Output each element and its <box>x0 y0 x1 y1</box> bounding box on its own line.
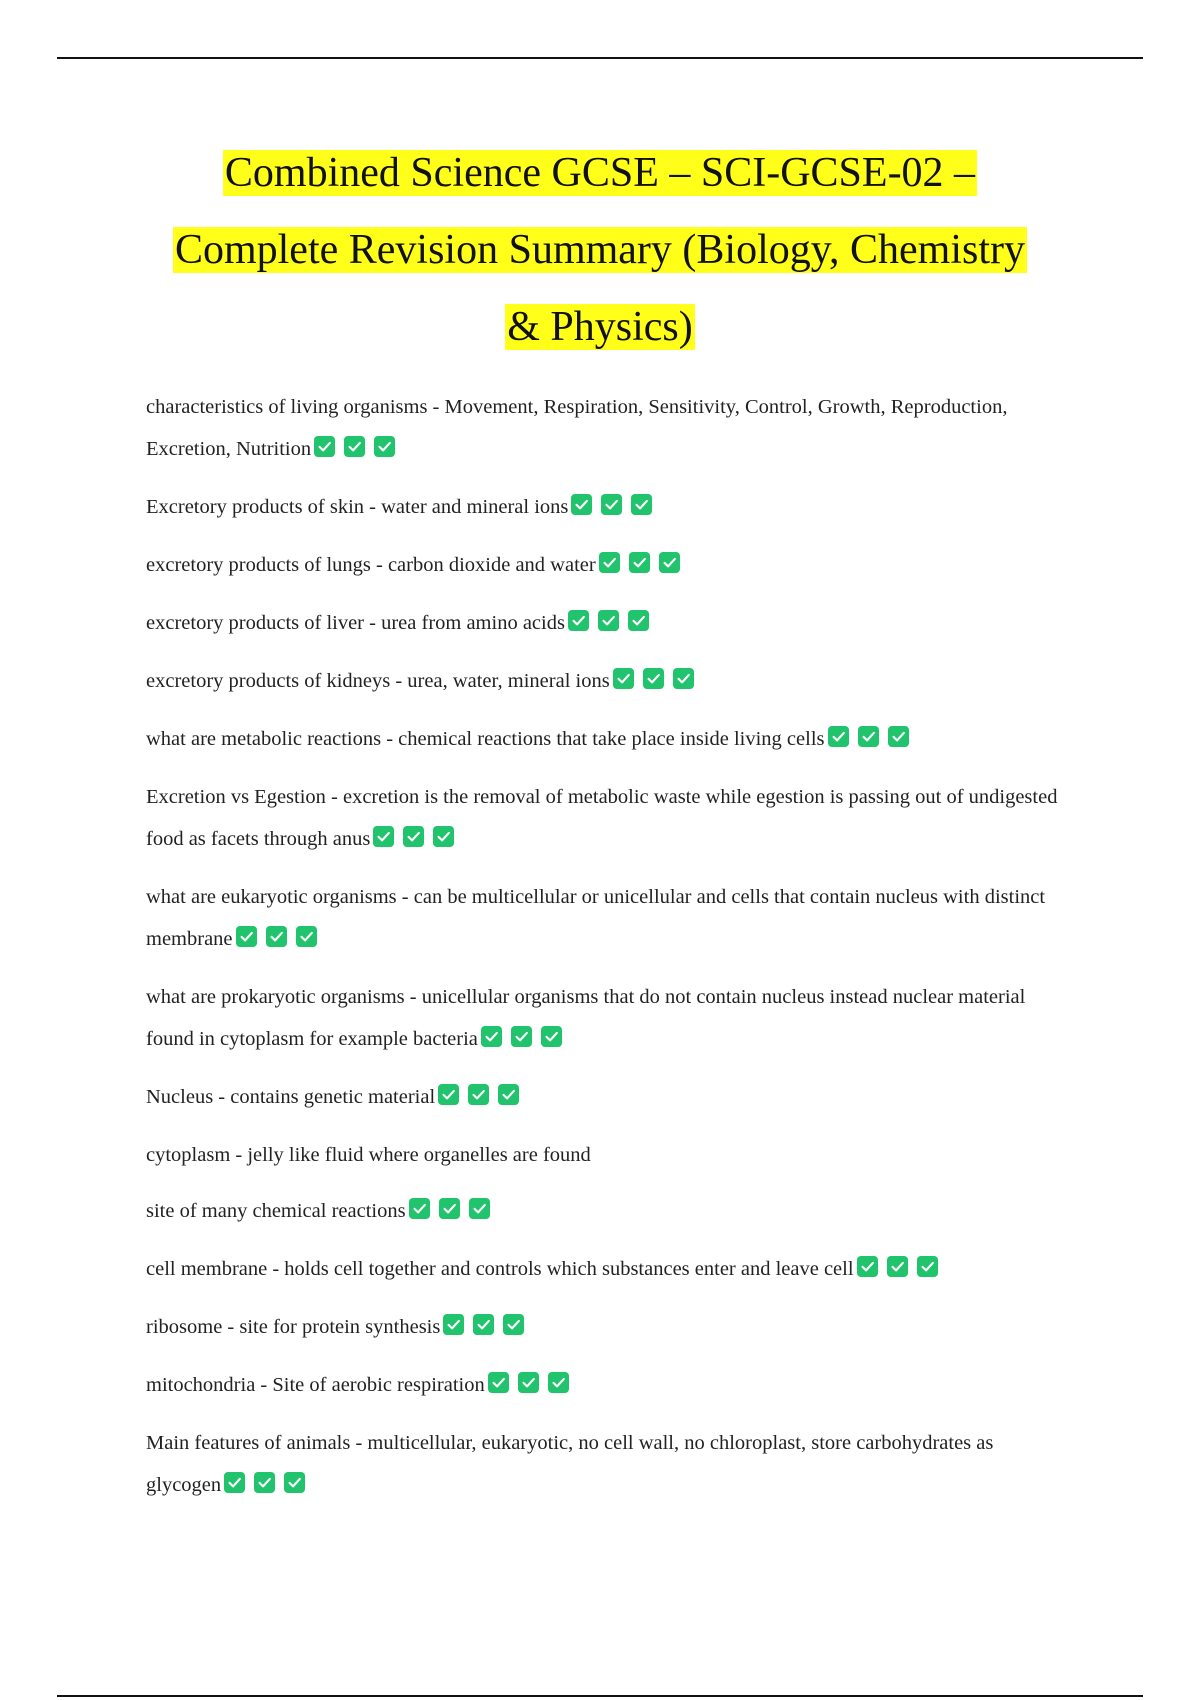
check-mark-icon <box>488 1372 509 1393</box>
check-marks <box>224 1466 314 1508</box>
revision-entry <box>146 1422 1066 1508</box>
check-mark-icon <box>888 726 909 747</box>
check-mark-icon <box>266 926 287 947</box>
check-marks <box>599 546 689 588</box>
check-mark-icon <box>858 726 879 747</box>
check-mark-icon <box>296 926 317 947</box>
entry-text: mitochondria - Site of aerobic respiration <box>146 1374 485 1396</box>
check-mark-icon <box>643 668 664 689</box>
revision-entry <box>146 776 1066 862</box>
check-mark-icon <box>224 1472 245 1493</box>
entry-text: Excretion vs Egestion - excretion is the removal of metabolic waste while egestion is passing out of undigested food as facets through anus <box>146 786 1058 850</box>
check-mark-icon <box>857 1256 878 1277</box>
revision-entry <box>146 718 1066 762</box>
document-title <box>100 135 1100 366</box>
revision-entry <box>146 544 1066 588</box>
revision-entry <box>146 1248 1066 1292</box>
check-mark-icon <box>628 610 649 631</box>
check-marks <box>409 1192 499 1234</box>
check-mark-icon <box>284 1472 305 1493</box>
entry-text: cell membrane - holds cell together and controls which substances enter and leave cell <box>146 1258 854 1280</box>
check-marks <box>613 662 703 704</box>
check-mark-icon <box>673 668 694 689</box>
check-marks <box>857 1250 947 1292</box>
bottom-rule <box>57 1695 1143 1697</box>
check-mark-icon <box>468 1084 489 1105</box>
revision-entry <box>146 602 1066 646</box>
check-mark-icon <box>344 436 365 457</box>
check-mark-icon <box>659 552 680 573</box>
check-marks <box>488 1366 578 1408</box>
entry-text: what are eukaryotic organisms - can be multicellular or unicellular and cells that contain nucleus with distinct membrane <box>146 886 1046 950</box>
check-marks <box>481 1020 571 1062</box>
check-mark-icon <box>613 668 634 689</box>
revision-entry <box>146 876 1066 962</box>
check-marks <box>443 1308 533 1350</box>
entry-text: Nucleus - contains genetic material <box>146 1086 436 1108</box>
check-mark-icon <box>481 1026 502 1047</box>
title-line-3: & Physics) <box>507 304 693 350</box>
check-mark-icon <box>887 1256 908 1277</box>
entry-text: Main features of animals - multicellular, eukaryotic, no cell wall, no chloroplast, store carbohydrates as glycogen <box>146 1432 994 1496</box>
check-marks <box>236 920 326 962</box>
entry-text: characteristics of living organisms - Movement, Respiration, Sensitivity, Control, Growth, Reproduction, Excretion, Nutrition <box>146 396 1008 460</box>
check-mark-icon <box>433 826 454 847</box>
check-marks <box>571 488 661 530</box>
title-line-1: Combined Science GCSE – SCI-GCSE-02 – <box>224 150 976 196</box>
check-mark-icon <box>236 926 257 947</box>
revision-entries <box>146 386 1066 1522</box>
check-mark-icon <box>469 1198 490 1219</box>
revision-entry <box>146 1134 1066 1176</box>
check-mark-icon <box>629 552 650 573</box>
check-mark-icon <box>601 494 622 515</box>
entry-text: excretory products of kidneys - urea, water, mineral ions <box>146 670 610 692</box>
check-mark-icon <box>254 1472 275 1493</box>
entry-text: Excretory products of skin - water and mineral ions <box>146 496 569 518</box>
title-line-2: Complete Revision Summary (Biology, Chemistry <box>174 227 1026 273</box>
check-mark-icon <box>439 1198 460 1219</box>
entry-text: excretory products of lungs - carbon dioxide and water <box>146 554 596 576</box>
check-mark-icon <box>498 1084 519 1105</box>
entry-text: site of many chemical reactions <box>146 1200 406 1222</box>
entry-text: what are prokaryotic organisms - unicellular organisms that do not contain nucleus instead nuclear material found in cytoplasm for example bacteria <box>146 986 1026 1050</box>
revision-entry <box>146 1076 1066 1120</box>
check-mark-icon <box>568 610 589 631</box>
check-mark-icon <box>409 1198 430 1219</box>
entry-text: what are metabolic reactions - chemical reactions that take place inside living cells <box>146 728 825 750</box>
check-mark-icon <box>548 1372 569 1393</box>
revision-entry <box>146 660 1066 704</box>
check-mark-icon <box>631 494 652 515</box>
check-marks <box>373 820 463 862</box>
check-mark-icon <box>917 1256 938 1277</box>
revision-entry <box>146 1306 1066 1350</box>
revision-entry <box>146 486 1066 530</box>
revision-entry <box>146 976 1066 1062</box>
entry-text: ribosome - site for protein synthesis <box>146 1316 441 1338</box>
check-marks <box>828 720 918 762</box>
check-mark-icon <box>314 436 335 457</box>
check-mark-icon <box>503 1314 524 1335</box>
check-mark-icon <box>374 436 395 457</box>
check-mark-icon <box>443 1314 464 1335</box>
entry-text: cytoplasm - jelly like fluid where organelles are found <box>146 1144 591 1166</box>
check-mark-icon <box>403 826 424 847</box>
check-mark-icon <box>828 726 849 747</box>
check-marks <box>568 604 658 646</box>
revision-entry <box>146 386 1066 472</box>
top-rule <box>57 57 1143 59</box>
check-mark-icon <box>599 552 620 573</box>
check-mark-icon <box>438 1084 459 1105</box>
check-mark-icon <box>518 1372 539 1393</box>
check-marks <box>438 1078 528 1120</box>
revision-entry <box>146 1190 1066 1234</box>
check-marks <box>314 430 404 472</box>
check-mark-icon <box>511 1026 532 1047</box>
check-mark-icon <box>373 826 394 847</box>
check-mark-icon <box>541 1026 562 1047</box>
check-mark-icon <box>473 1314 494 1335</box>
revision-entry <box>146 1364 1066 1408</box>
check-mark-icon <box>571 494 592 515</box>
entry-text: excretory products of liver - urea from amino acids <box>146 612 565 634</box>
check-mark-icon <box>598 610 619 631</box>
